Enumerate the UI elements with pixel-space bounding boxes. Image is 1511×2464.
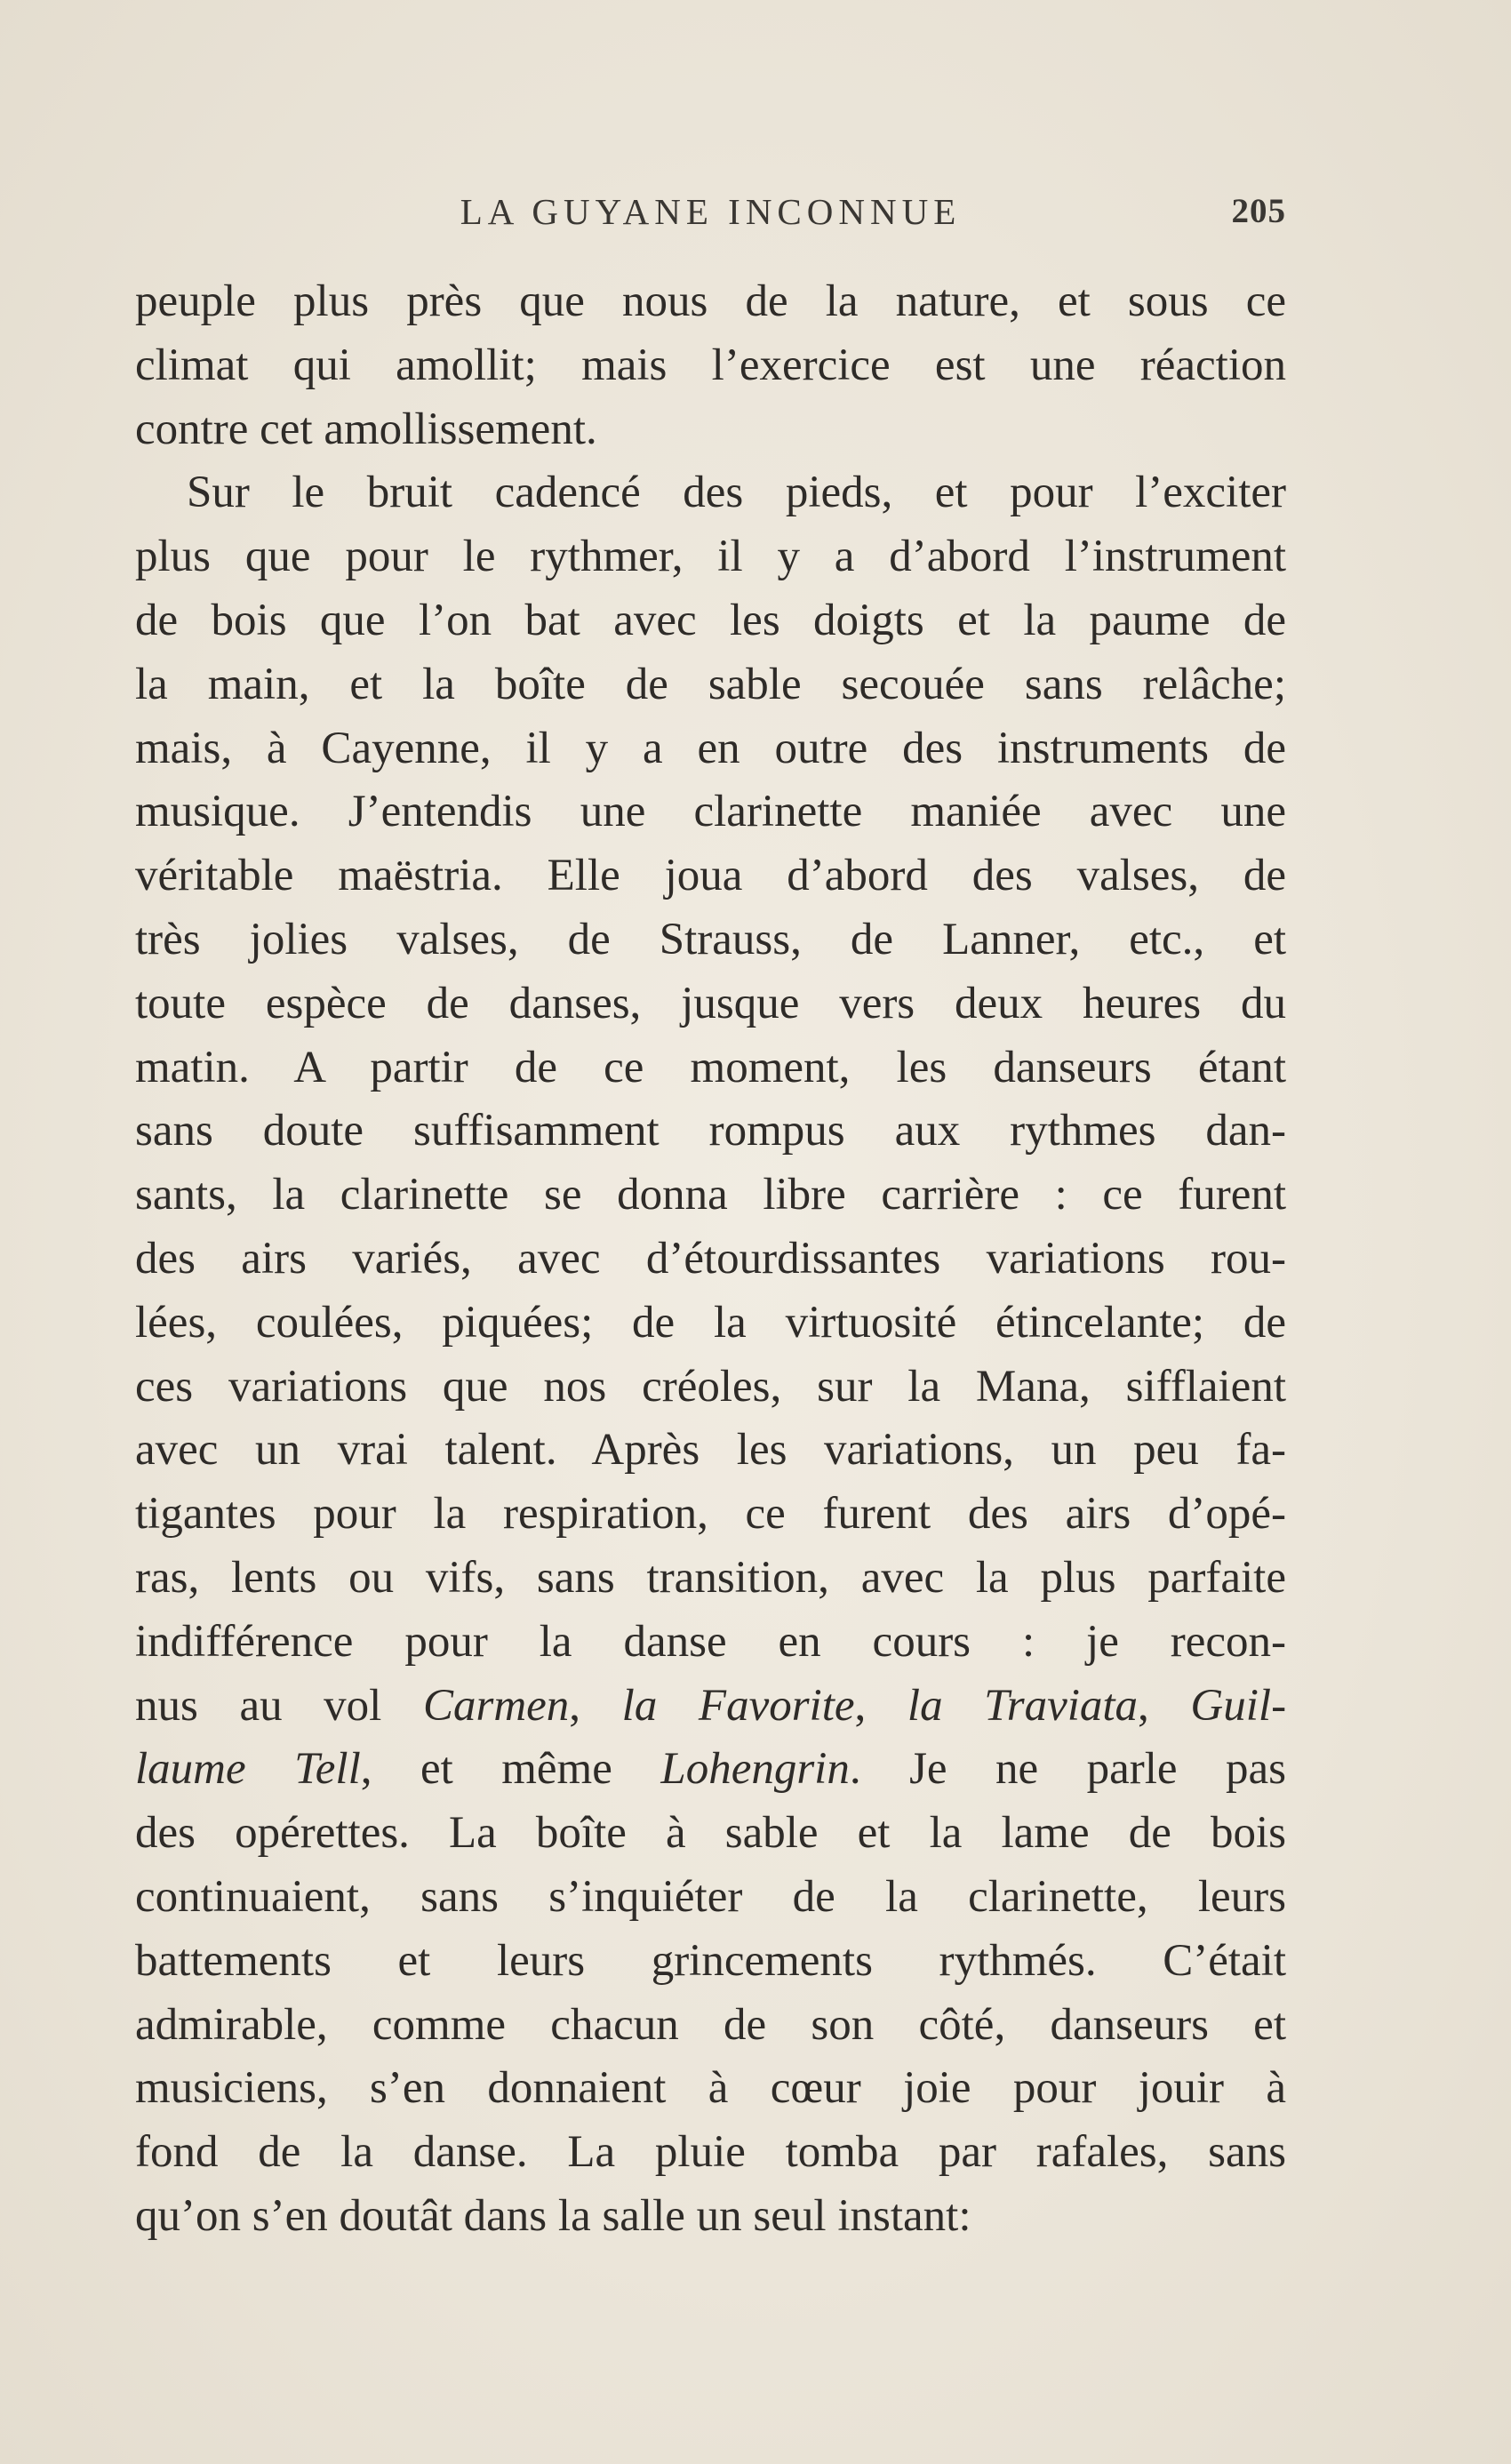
text-line: très jolies valses, de Strauss, de Lanner, etc., et <box>135 914 1286 964</box>
running-title: LA GUYANE INCONNUE <box>460 191 962 232</box>
text-segment: . Je ne parle pas <box>849 1744 1286 1795</box>
text-line: la main, et la boîte de sable secouée sans relâche; <box>135 659 1286 709</box>
text-line: musique. J’entendis une clarinette maniée avec une <box>135 787 1286 837</box>
text-line: matin. A partir de ce moment, les danseurs étant <box>135 1042 1286 1092</box>
text-line: fond de la danse. La pluie tomba par rafales, sans <box>135 2127 1286 2178</box>
text-line: peuple plus près que nous de la nature, et sous ce <box>135 276 1286 326</box>
text-line: toute espèce de danses, jusque vers deux heures du <box>135 978 1286 1028</box>
text-line: battements et leurs grincements rythmés. C’était <box>135 1935 1286 1986</box>
opera-title: Carmen <box>422 1680 570 1731</box>
text-segment: , <box>569 1680 622 1731</box>
text-line: Sur le bruit cadencé des pieds, et pour l’exciter <box>187 468 1286 518</box>
text-line: des airs variés, avec d’étourdissantes variations rou- <box>135 1233 1286 1284</box>
text-line: continuaient, sans s’inquiéter de la clarinette, leurs <box>135 1871 1286 1922</box>
opera-title: Lohengrin <box>660 1744 850 1795</box>
text-line: de bois que l’on bat avec les doigts et la paume de <box>135 595 1286 645</box>
text-line: lées, coulées, piquées; de la virtuosité étincelante; de <box>135 1297 1286 1348</box>
text-segment: , et même <box>360 1744 661 1795</box>
body-text <box>135 270 1286 2249</box>
text-segment: , <box>854 1680 907 1731</box>
text-line: ces variations que nos créoles, sur la Mana, sifflaient <box>135 1361 1286 1412</box>
text-line-with-titles <box>135 1738 1286 1802</box>
running-head <box>135 185 1286 238</box>
text-line: sants, la clarinette se donna libre carrière : ce furent <box>135 1170 1286 1220</box>
text-line: climat qui amollit; mais l’exercice est une réaction <box>135 340 1286 390</box>
text-line: véritable maëstria. Elle joua d’abord des valses, de <box>135 851 1286 901</box>
text-line: des opérettes. La boîte à sable et la lame de bois <box>135 1808 1286 1859</box>
text-line: indifférence pour la danse en cours : je recon- <box>135 1616 1286 1667</box>
text-line: contre cet amollissement. <box>135 404 597 454</box>
text-line: avec un vrai talent. Après les variations, un peu fa- <box>135 1425 1286 1476</box>
page-number: 205 <box>1231 192 1286 230</box>
text-line: qu’on s’en doutât dans la salle un seul instant: <box>135 2190 971 2241</box>
text-segment: , <box>1138 1680 1191 1731</box>
opera-title: laume Tell <box>135 1744 361 1795</box>
text-line: admirable, comme chacun de son côté, danseurs et <box>135 1999 1286 2050</box>
opera-title: la Favorite <box>621 1680 855 1731</box>
text-segment: nus au vol <box>135 1680 423 1731</box>
text-line: sans doute suffisamment rompus aux rythmes dan- <box>135 1106 1286 1156</box>
text-line: tigantes pour la respiration, ce furent des airs d’opé- <box>135 1489 1286 1540</box>
opera-title: la Traviata <box>907 1680 1139 1731</box>
text-line-with-titles <box>135 1675 1286 1739</box>
text-line: plus que pour le rythmer, il y a d’abord l’instrument <box>135 532 1286 582</box>
opera-title: Guil- <box>1190 1680 1286 1731</box>
text-line: ras, lents ou vifs, sans transition, avec la plus parfaite <box>135 1552 1286 1603</box>
text-line: musiciens, s’en donnaient à cœur joie pour jouir à <box>135 2063 1286 2114</box>
text-line: mais, à Cayenne, il y a en outre des instruments de <box>135 723 1286 773</box>
